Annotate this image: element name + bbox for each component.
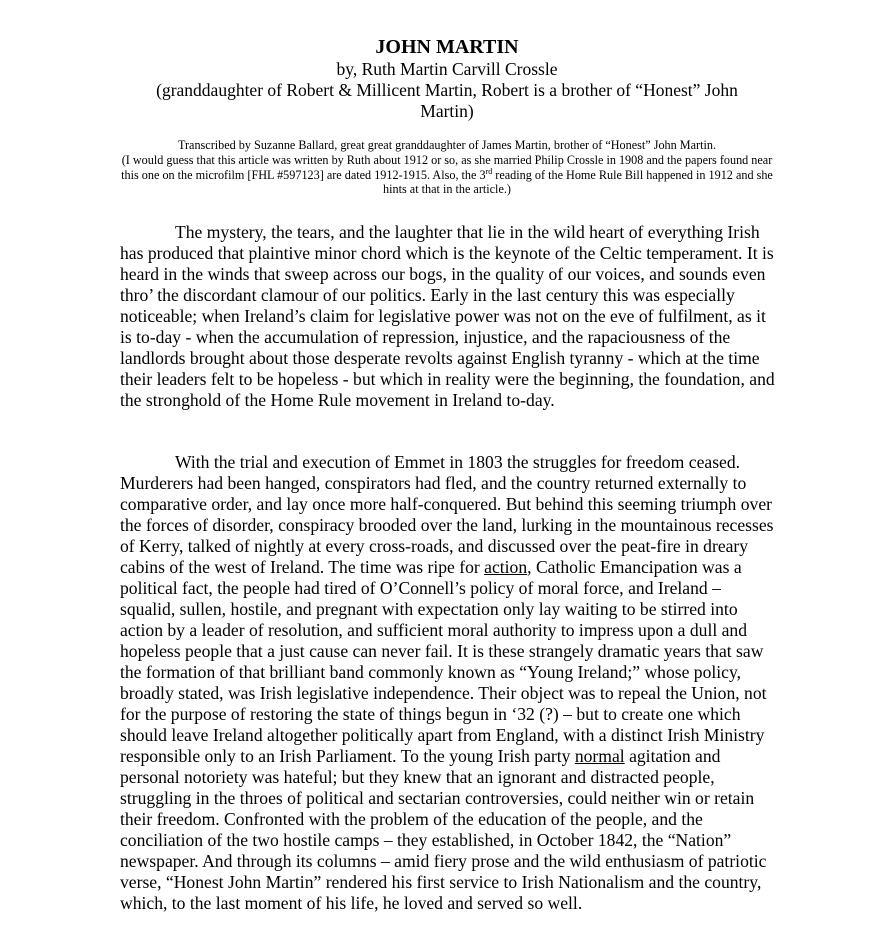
underlined-word-action: action: [484, 557, 528, 577]
transcriber-comment: [120, 153, 774, 197]
paragraph-2-text-c: agitation and personal notoriety was hateful; but they knew that an ignorant and distracted people, struggling in the throes of political and sectarian controversies, could neither win or retain their freedom. Confronted with the problem of the education of the people, and the conciliation of the two hostile camps – they established, in October 1842, the “Nation” newspaper. And through its columns – amid fiery prose and the wild enthusiasm of patriotic verse, “Honest John Martin” rendered his first service to Irish Nationalism and the country, which, to the last moment of his life, he loved and served so well.: [120, 746, 767, 913]
paragraph-2-text-a: With the trial and execution of Emmet in 1803 the struggles for freedom ceased. Murderers had been hanged, conspirators had fled, and the country returned externally to comparative order, and lay once more half-conquered. But behind this seeming triumph over the forces of disorder, conspiracy brooded over the land, lurking in the mountainous recesses of Kerry, talked of nightly at every cross-roads, and discussed over the peat-fire in dreary cabins of the west of Ireland. The time was ripe for: [120, 452, 774, 577]
transcriber-comment-text-b: reading of the Home Rule Bill happened in 1912 and she hints at that in the article.): [383, 167, 773, 197]
transcriber-note: [120, 138, 774, 197]
transcriber-comment-text-a: (I would guess that this article was written by Ruth about 1912 or so, as she married Philip Crossle in 1908 and the papers found near this one on the microfilm [FHL #597123] are dated 1912-1915. Also, the 3: [121, 152, 773, 182]
underlined-word-normal: normal: [574, 746, 625, 766]
paragraph-2-text-b: , Catholic Emancipation was a political fact, the people had tired of O’Connell’s policy of moral force, and Ireland – squalid, sullen, hostile, and pregnant with expectation only lay waiting to be stirred into action by a leader of resolution, and sufficient moral authority to impress upon a dull and hopeless people that a just cause can never fail. It is these strangely dramatic years that saw the formation of that brilliant band commonly known as “Young Ireland;” whose policy, broadly stated, was Irish legislative independence. Their object was to repeal the Union, not for the purpose of restoring the state of things begun in ‘32 (?) – but to create one which should leave Ireland altogether politically apart from England, with a distinct Irish Ministry responsible only to an Irish Parliament. To the young Irish party: [120, 557, 767, 766]
paragraph-1: The mystery, the tears, and the laughter that lie in the wild heart of everything Irish has produced that plaintive minor chord which is the keynote of the Celtic temperament. It is heard in the winds that sweep across our bogs, in the quality of our voices, and sounds even thro’ the discordant clamour of our politics. Early in the last century this was especially noticeable; when Ireland’s claim for legislative power was not on the eve of fulfilment, as it is to-day - when the accumulation of repression, injustice, and the rapaciousness of the landlords brought about those desperate revolts against English tyranny - which at the time their leaders felt to be hopeless - but which in reality were the beginning, the foundation, and the stronghold of the Home Rule movement in Ireland to-day.: [120, 222, 775, 410]
author-byline: by, Ruth Martin Carvill Crossle: [336, 59, 558, 79]
paragraph-2: [120, 452, 776, 914]
ordinal-superscript: rd: [485, 166, 493, 176]
transcriber-credit: Transcribed by Suzanne Ballard, great great granddaughter of James Martin, brother of “Honest” John Martin.: [177, 138, 716, 152]
document-title: JOHN MARTIN: [375, 36, 519, 58]
author-relation-subtitle: (granddaughter of Robert & Millicent Martin, Robert is a brother of “Honest” John Martin): [156, 80, 738, 121]
